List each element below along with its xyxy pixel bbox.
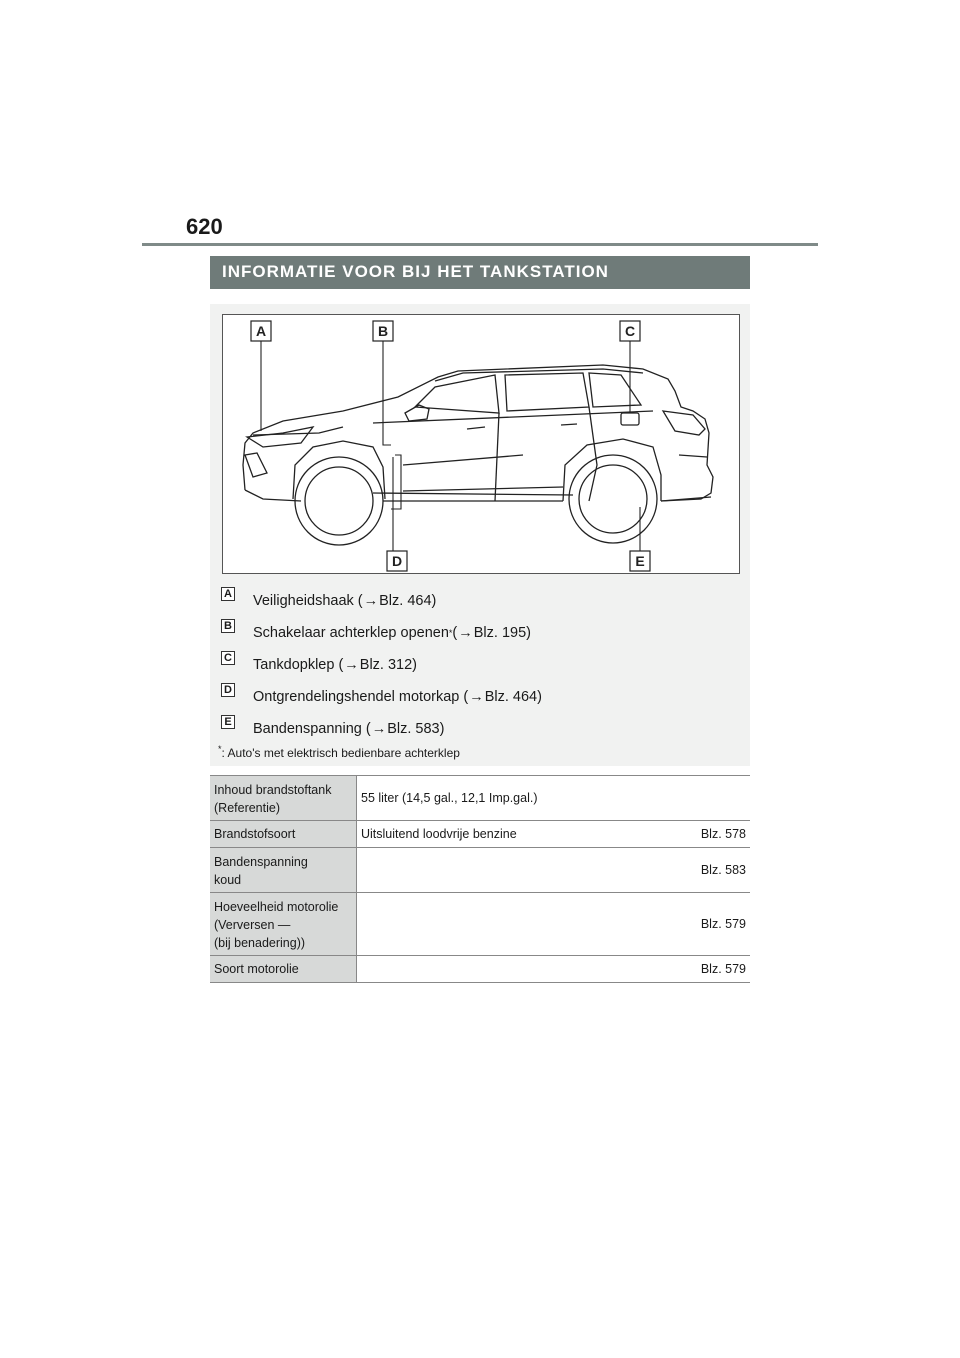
legend-item-e — [221, 713, 542, 745]
legend-text-2: ( — [452, 625, 458, 641]
legend-badge: E — [221, 715, 235, 729]
legend-text: Tankdopklep ( — [253, 657, 344, 673]
legend-item-c — [221, 649, 542, 681]
section-title: INFORMATIE VOOR BIJ HET TANKSTATION — [210, 256, 750, 289]
table-row — [210, 848, 750, 893]
row-page-ref: Blz. 579 — [700, 917, 746, 931]
row-page-ref: Blz. 583 — [700, 863, 746, 877]
row-page-ref: Blz. 578 — [700, 827, 746, 841]
row-value — [357, 893, 751, 956]
arrow-icon: → — [363, 593, 379, 609]
legend-ref: Blz. 464) — [484, 689, 542, 705]
suv-side-view-drawing — [223, 315, 739, 573]
legend-ref: Blz. 464) — [379, 593, 437, 609]
table-row — [210, 956, 750, 983]
row-label-line: Hoeveelheid motorolie — [214, 900, 339, 914]
callout-legend — [221, 585, 542, 745]
row-value-text: 55 liter (14,5 gal., 12,1 Imp.gal.) — [361, 791, 538, 805]
row-label — [210, 893, 357, 956]
row-value — [357, 821, 751, 848]
row-value — [357, 956, 751, 983]
legend-ref: Blz. 195) — [473, 625, 531, 641]
row-label-line: (Referentie) — [214, 801, 280, 815]
legend-item-a — [221, 585, 542, 617]
table-row — [210, 893, 750, 956]
legend-badge: D — [221, 683, 235, 697]
table-row — [210, 776, 750, 821]
legend-badge: A — [221, 587, 235, 601]
legend-item-d — [221, 681, 542, 713]
row-label-line: (bij benadering)) — [214, 936, 306, 950]
legend-text: Schakelaar achterklep openen — [253, 625, 449, 641]
page-number: 620 — [186, 214, 223, 239]
row-page-ref: Blz. 579 — [700, 962, 746, 976]
row-label — [210, 821, 357, 848]
arrow-icon: → — [344, 657, 359, 673]
row-label-line: Soort motorolie — [214, 962, 299, 976]
row-label-line: koud — [214, 873, 242, 887]
legend-ref: Blz. 312) — [359, 657, 418, 673]
legend-item-b — [221, 617, 542, 649]
arrow-icon: → — [371, 721, 387, 737]
row-value-text: Uitsluitend loodvrije benzine — [361, 827, 517, 841]
row-label-line: (Verversen — — [214, 918, 291, 932]
table-row — [210, 821, 750, 848]
arrow-icon: → — [469, 689, 484, 705]
row-label — [210, 776, 357, 821]
legend-text: Veiligheidshaak ( — [253, 593, 363, 609]
legend-badge: C — [221, 651, 235, 665]
row-value — [357, 848, 751, 893]
row-label-line: Brandstofsoort — [214, 827, 296, 841]
callout-b: B — [377, 323, 389, 339]
header-rule — [142, 243, 818, 246]
callout-d: D — [391, 553, 403, 569]
legend-text: Bandenspanning ( — [253, 721, 371, 737]
row-value — [357, 776, 751, 821]
row-label-line: Bandenspanning — [214, 855, 308, 869]
legend-ref: Blz. 583) — [387, 721, 445, 737]
info-panel — [210, 304, 750, 766]
footnote — [218, 744, 460, 760]
car-illustration — [222, 314, 740, 574]
arrow-icon: → — [458, 625, 473, 641]
fuel-spec-table — [210, 775, 750, 983]
callout-e: E — [635, 553, 645, 569]
row-label — [210, 956, 357, 983]
legend-badge: B — [221, 619, 235, 633]
row-label — [210, 848, 357, 893]
footnote-text: : Auto's met elektrisch bedienbare achterklep — [221, 746, 460, 760]
callout-a: A — [255, 323, 267, 339]
footnote-mark: * — [448, 628, 453, 638]
footnote-mark: * — [218, 744, 222, 754]
callout-c: C — [624, 323, 636, 339]
legend-text: Ontgrendelingshendel motorkap ( — [253, 689, 469, 705]
row-label-line: Inhoud brandstoftank — [214, 783, 332, 797]
